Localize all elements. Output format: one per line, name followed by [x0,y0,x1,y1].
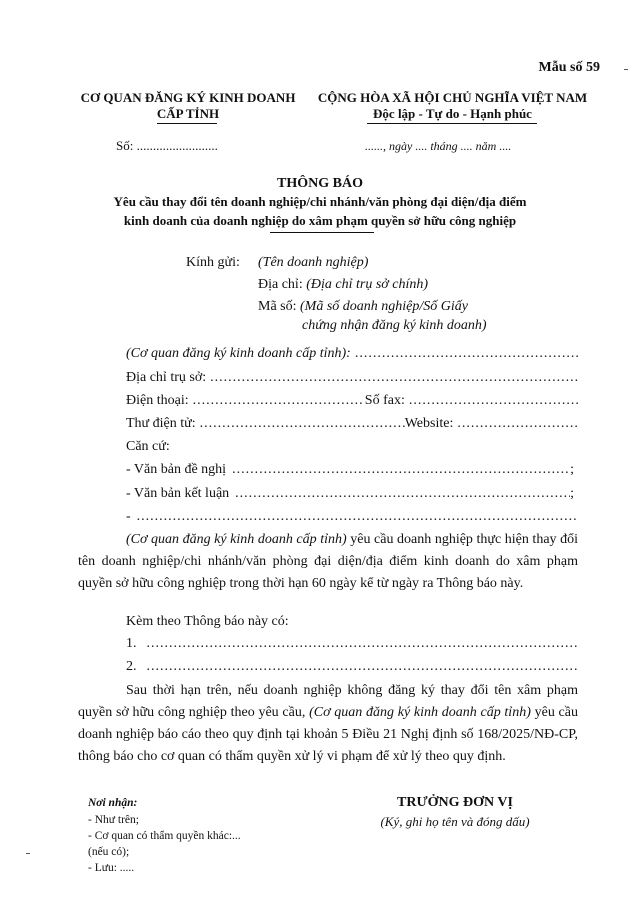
body-paragraph-2 [78,680,578,768]
attachment-2-number: 2. [126,659,137,674]
nation-line2: Độc lập - Tự do - Hạnh phúc [373,106,532,121]
body-paragraph-1-agency: (Cơ quan đăng ký kinh doanh cấp tỉnh) [126,532,347,547]
recipient-address-label: Địa chỉ: [258,277,303,292]
basis-item-1 [126,462,574,478]
signer-title: TRƯỞNG ĐƠN VỊ [397,795,513,810]
field-email-label: Thư điện tử: [126,416,196,431]
body-paragraph-1-text: yêu cầu doanh nghiệp thực hiện thay đổi tên doanh nghiệp/chi nhánh/văn phòng đại diện/địa điểm kinh doanh do xâm phạm quyền sở hữu công nghiệp trong thời hạn 60 ngày kể từ ngày ra Thông báo này. [78,532,578,591]
body-paragraph-1 [78,529,578,595]
agency-name-line1: CƠ QUAN ĐĂNG KÝ KINH DOANH [80,90,296,105]
recipient-code-value-line2: chứng nhận đăng ký kinh doanh) [302,318,487,333]
recipient-item-1: - Như trên; [88,814,139,826]
field-fax-label: Số fax: [364,393,405,408]
agency-underline [157,123,217,124]
basis-item-2 [126,486,574,502]
field-head-office [126,370,578,386]
body-paragraph-2-text-a: Sau thời hạn trên, nếu doanh nghiệp không đăng ký thay đổi tên xâm phạm quyền sở hữu công nghiệp theo yêu cầu, [78,683,578,720]
attachment-1-number: 1. [126,636,137,651]
attachment-1 [126,636,578,652]
signer-note: (Ký, ghi họ tên và đóng dấu) [380,814,530,829]
motto-underline [367,123,537,124]
basis-item-3-label: - [126,509,131,524]
notice-subtitle-line1: Yêu cầu thay đổi tên doanh nghiệp/chi nhánh/văn phòng đại diện/địa điểm [113,194,527,209]
scan-mark [624,69,628,70]
basis-item-2-end: ; [570,486,574,501]
basis-item-2-label: - Văn bản kết luận [126,486,230,501]
agency-name-line2: CẤP TỈNH [156,106,220,121]
field-agency [126,346,578,362]
document-number: Số: ......................... [116,138,218,153]
recipient-label: Kính gửi: [186,255,240,270]
field-email-website [126,416,578,432]
recipient-item-2: - Cơ quan có thẩm quyền khác:... [88,830,241,842]
basis-item-3 [126,509,578,525]
field-agency-label: (Cơ quan đăng ký kinh doanh cấp tỉnh): [126,346,351,361]
recipient-address-value: (Địa chỉ trụ sở chính) [306,277,429,292]
document-date: ......, ngày .... tháng .... năm .... [365,139,512,153]
recipients-title: Nơi nhận: [88,797,138,809]
recipient-item-3: - Lưu: ..... [88,862,135,874]
field-head-office-label: Địa chỉ trụ sở: [126,370,207,385]
scan-mark-left [26,853,30,854]
body-paragraph-2-agency: (Cơ quan đăng ký kinh doanh cấp tỉnh) [309,705,531,720]
form-number: Mẫu số 59 [538,60,600,75]
body-paragraph-2-text-b: yêu cầu doanh nghiệp báo cáo theo quy định tại khoản 5 Điều 21 Nghị định số 168/2025/NĐ-CP, thông báo cho cơ quan có thẩm quyền xử lý vi phạm để xử lý theo quy định. [78,705,578,764]
nation-line1: CỘNG HÒA XÃ HỘI CHỦ NGHĨA VIỆT NAM [317,90,588,105]
attachments-label: Kèm theo Thông báo này có: [126,614,289,629]
recipient-code-value: (Mã số doanh nghiệp/Số Giấy [300,299,468,314]
basis-item-1-end: ; [570,462,574,477]
notice-subtitle-line2: kinh doanh của doanh nghiệp do xâm phạm quyền sở hữu công nghiệp [123,213,517,228]
title-underline [270,232,374,233]
attachment-2 [126,659,578,675]
field-website-label: Website: [404,416,454,431]
recipient-code-label: Mã số: [258,299,297,314]
recipient-name: (Tên doanh nghiệp) [258,255,369,270]
field-phone-label: Điện thoại: [126,393,189,408]
recipient-item-2-note: (nếu có); [88,846,130,858]
basis-item-1-label: - Văn bản đề nghị [126,462,227,477]
notice-title: THÔNG BÁO [277,176,363,191]
field-phone-fax [126,393,578,409]
basis-label: Căn cứ: [126,439,170,454]
